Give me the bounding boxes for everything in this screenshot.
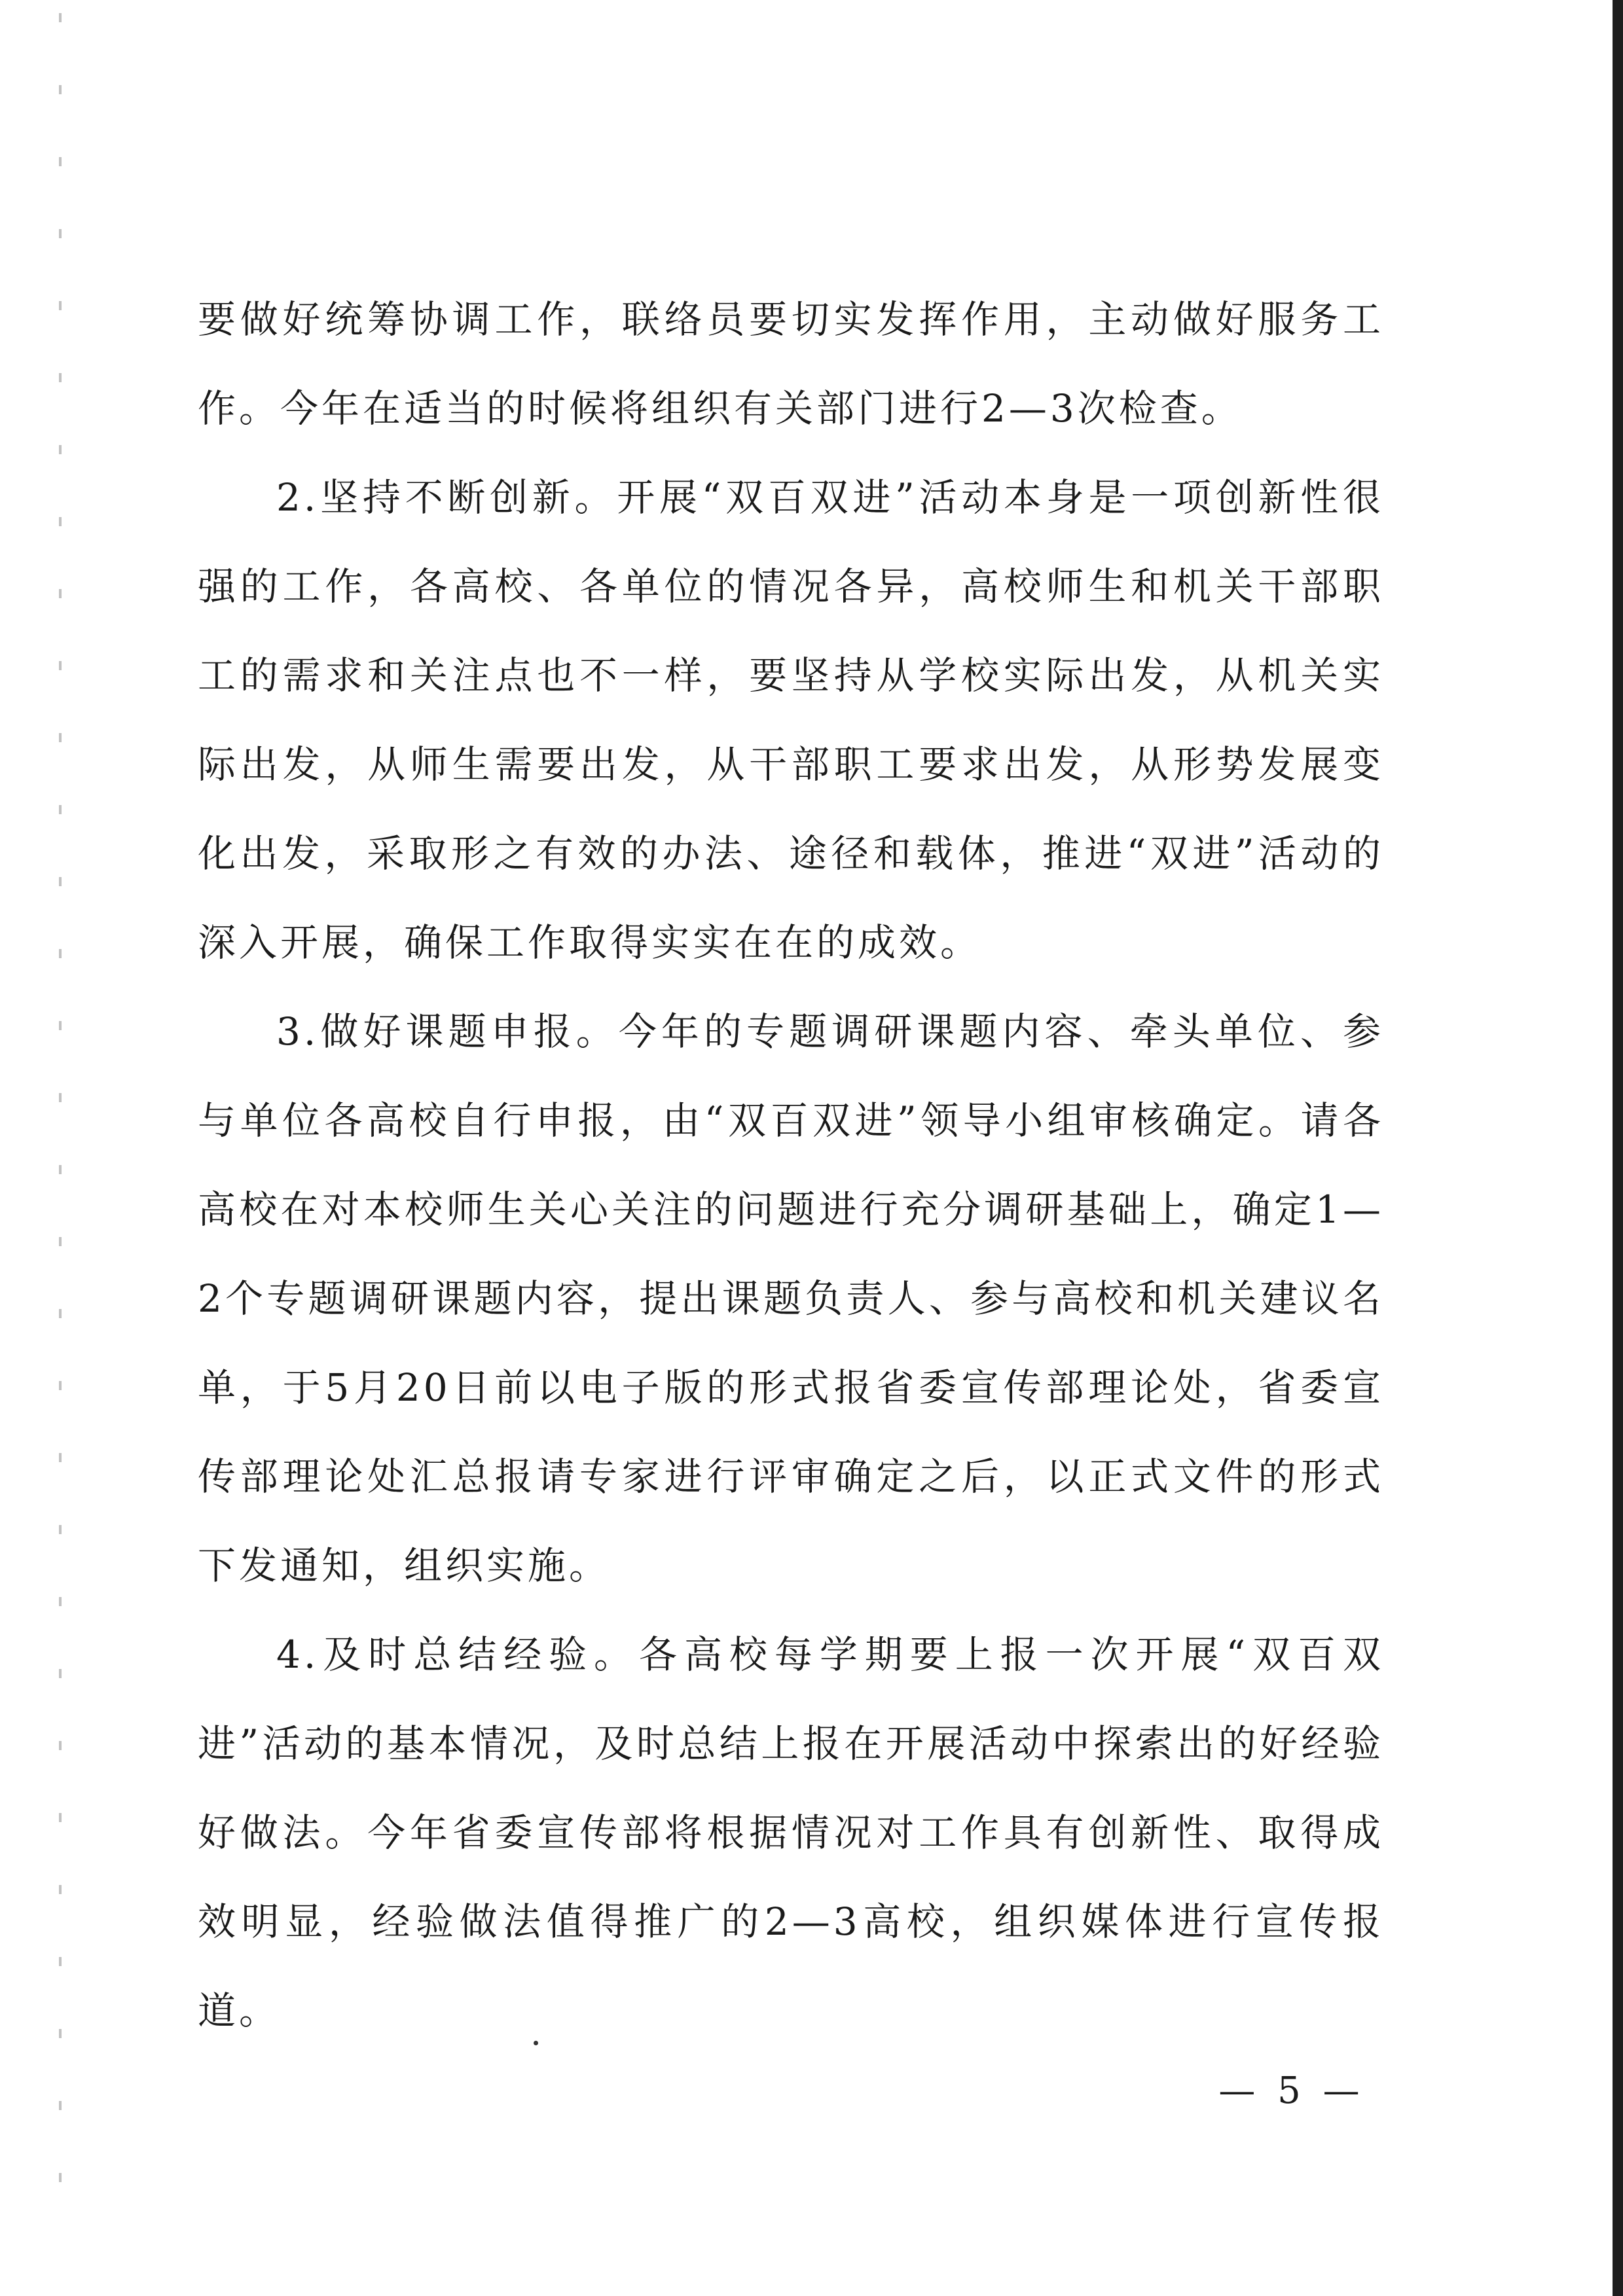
- document-body: [198, 275, 1384, 2055]
- paragraph-coordination-continued: 要做好统筹协调工作，联络员要切实发挥作用，主动做好服务工作。今年在适当的时候将组织有关部门进行2—3次检查。: [198, 297, 1384, 431]
- scan-dark-edge: [1613, 0, 1623, 2296]
- page-number: — 5 —: [1218, 2070, 1365, 2112]
- paragraph-innovation: 2.坚持不断创新。开展“双百双进”活动本身是一项创新性很强的工作，各高校、各单位的情况各异，高校师生和机关干部职工的需求和关注点也不一样，要坚持从学校实际出发，从机关实际出发，从师生需要出发，从干部职工要求出发，从形势发展变化出发，采取形之有效的办法、途径和载体，推进“双进”活动的深入开展，确保工作取得实实在在的成效。: [198, 475, 1384, 965]
- paragraph-topic-application: 3.做好课题申报。今年的专题调研课题内容、牵头单位、参与单位各高校自行申报，由“双百双进”领导小组审核确定。请各高校在对本校师生关心关注的问题进行充分调研基础上，确定1—2个专题调研课题内容，提出课题负责人、参与高校和机关建议名单，于5月20日前以电子版的形式报省委宣传部理论处，省委宣传部理论处汇总报请专家进行评审确定之后，以正式文件的形式下发通知，组织实施。: [198, 1009, 1384, 1588]
- paragraph-summarize-experience: 4.及时总结经验。各高校每学期要上报一次开展“双百双进”活动的基本情况，及时总结上报在开展活动中探索出的好经验好做法。今年省委宣传部将根据情况对工作具有创新性、取得成效明显，经验做法值得推广的2—3高校，组织媒体进行宣传报道。: [198, 1632, 1384, 2033]
- binding-punch-marks: [59, 13, 62, 2238]
- scan-speck: [534, 2041, 538, 2045]
